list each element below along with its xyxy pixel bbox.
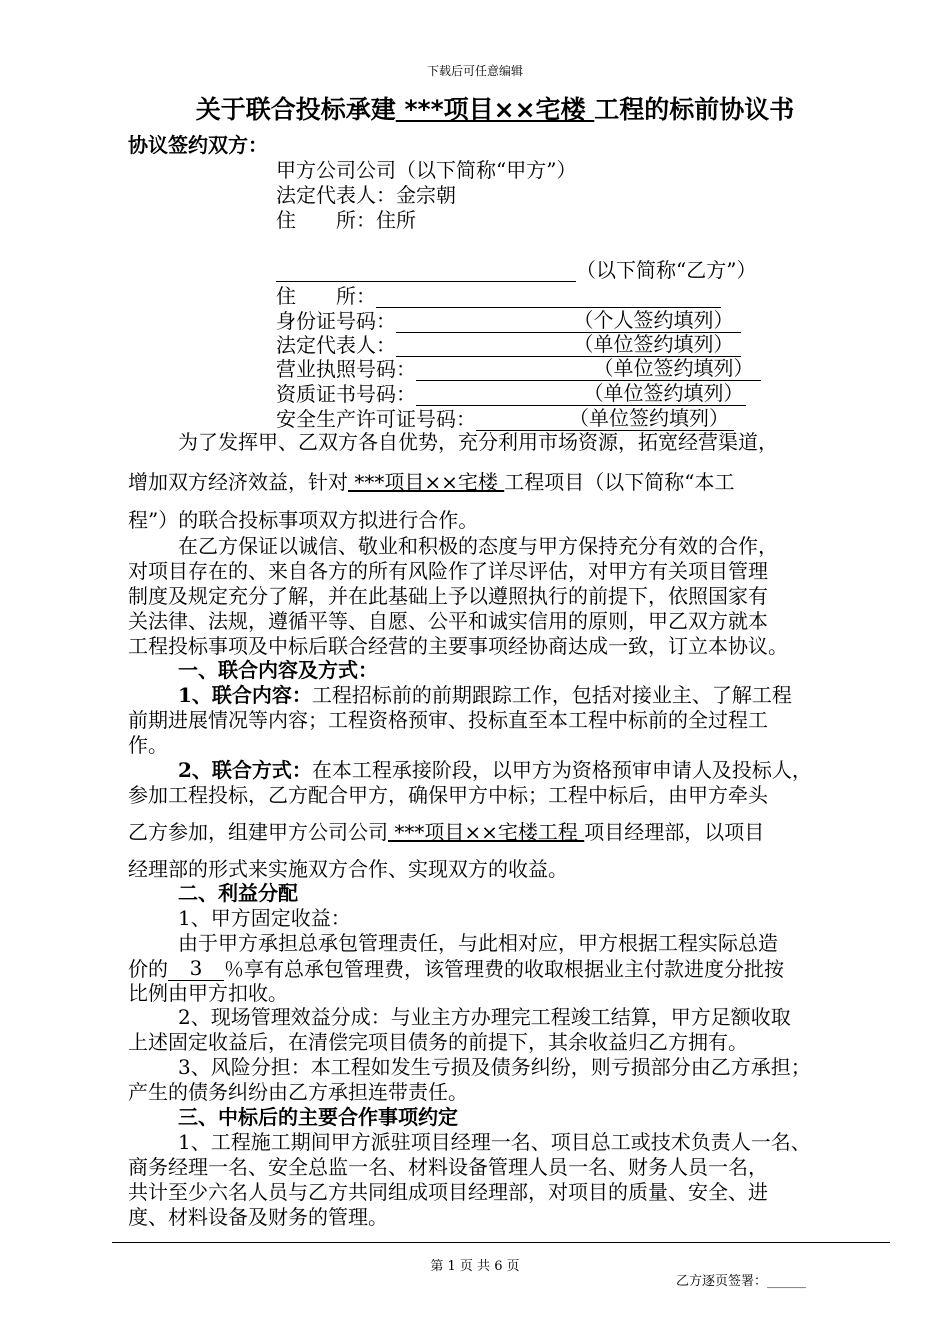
sec1-content-line-3: 作。 xyxy=(128,733,168,757)
sec1-method-line-3 xyxy=(128,820,764,844)
header-note: 下载后可任意编辑 xyxy=(426,64,523,78)
title-prefix: 关于联合投标承建 xyxy=(195,95,396,124)
sec2-item-1-line-3: 比例由甲方扣收。 xyxy=(128,981,288,1005)
intro-l2-b: 工程项目（以下简称“本工 xyxy=(504,470,735,494)
party-b-abbr: （以下简称“乙方”） xyxy=(576,258,757,282)
intro-line-3: 程”）的联合投标事项双方拟进行合作。 xyxy=(128,508,479,532)
sec1-method-line-4: 经理部的形式来实施双方合作、实现双方的收益。 xyxy=(128,857,568,881)
party-b-id-note: （个人签约填列） xyxy=(573,308,734,332)
sec1-method-line-2: 参加工程投标，乙方配合甲方，确保甲方中标；工程中标后，由甲方牵头 xyxy=(128,783,768,807)
signature-field[interactable] xyxy=(676,1270,806,1289)
party-b-name-blank[interactable] xyxy=(276,259,576,282)
party-a-address: 住 所：住所 xyxy=(276,208,416,232)
para2-line-3: 制度及规定充分了解，并在此基础上予以遵照执行的前提下，依照国家有 xyxy=(128,584,768,608)
fee-percent: 3 xyxy=(168,956,224,981)
sec1-method-l3-a: 乙方参加，组建甲方公司公司 xyxy=(128,820,388,844)
sec3-line-2: 商务经理一名、安全总监一名、材料设备管理人员一名、财务人员一名， xyxy=(128,1155,768,1179)
party-b-license-row xyxy=(276,356,761,381)
section-3-heading: 三、中标后的主要合作事项约定 xyxy=(178,1105,458,1129)
sec2-item-1: 1、甲方固定收益： xyxy=(178,906,351,930)
party-b-name-line xyxy=(276,258,756,282)
intro-line-1: 为了发挥甲、乙双方各自优势，充分利用市场资源，拓宽经营渠道， xyxy=(178,430,778,454)
sec1-content-text: 工程招标前的前期跟踪工作，包括对接业主、了解工程 xyxy=(311,683,792,707)
party-b-address-label: 住 所： xyxy=(276,284,376,308)
intro-line-2 xyxy=(128,470,734,494)
party-b-rep-blank[interactable] xyxy=(396,332,741,357)
party-b-address-row xyxy=(276,284,721,308)
section-1-heading: 一、联合内容及方式： xyxy=(178,658,378,682)
footer-divider xyxy=(112,1242,890,1243)
party-b-safety-row xyxy=(276,406,734,431)
party-b-license-note: （单位签约填列） xyxy=(593,356,754,380)
section-2-heading: 二、利益分配 xyxy=(178,881,298,905)
party-b-qual-note: （单位签约填列） xyxy=(583,381,744,405)
signature-blank[interactable]: ______ xyxy=(767,1274,807,1289)
document-title xyxy=(100,90,890,126)
sec2-item-1-line-1: 由于甲方承担总承包管理责任，与此相对应，甲方根据工程实际总造 xyxy=(178,931,778,955)
sec2-item-2-line-1: 2、现场管理效益分成：与业主方办理完工程竣工结算，甲方足额收取 xyxy=(178,1005,791,1029)
intro-l2-project: ***项目××宅楼 xyxy=(348,470,505,494)
sec1-method-text: 在本工程承接阶段，以甲方为资格预审申请人及投标人， xyxy=(311,758,812,782)
party-b-qual-row xyxy=(276,381,746,406)
party-b-rep-label: 法定代表人： xyxy=(276,333,396,357)
sec2-l2-a: 价的 xyxy=(128,957,168,981)
party-b-rep-note: （单位签约填列） xyxy=(573,332,734,356)
sec1-content-label: 1、联合内容： xyxy=(178,683,312,707)
party-a-rep: 法定代表人：金宗朝 xyxy=(276,183,456,207)
party-b-id-blank[interactable] xyxy=(396,308,741,333)
party-b-qual-blank[interactable] xyxy=(416,381,746,406)
sec3-line-3: 共计至少六名人员与乙方共同组成项目经理部，对项目的质量、安全、进 xyxy=(128,1180,768,1204)
party-b-address-blank[interactable] xyxy=(376,285,721,308)
para2-line-4: 关法律、法规，遵循平等、自愿、公平和诚实信用的原则，甲乙双方就本 xyxy=(128,609,768,633)
sec3-line-1: 1、工程施工期间甲方派驻项目经理一名、项目总工或技术负责人一名、 xyxy=(178,1130,811,1154)
party-b-safety-note: （单位签约填列） xyxy=(569,406,729,430)
sec1-method-line-1 xyxy=(178,758,812,782)
para2-line-2: 对项目存在的、来自各方的所有风险作了详尽评估，对甲方有关项目管理 xyxy=(128,559,768,583)
sec3-line-4: 度、材料设备及财务的管理。 xyxy=(128,1205,388,1229)
party-b-license-blank[interactable] xyxy=(416,356,761,381)
sec1-method-l3-project: ***项目××宅楼工程 xyxy=(388,820,585,844)
sec1-content-line-1 xyxy=(178,683,792,707)
page-number: 第 1 页 共 6 页 xyxy=(430,1259,520,1274)
party-b-id-row xyxy=(276,308,741,333)
signature-label: 乙方逐页签署： xyxy=(676,1274,768,1289)
sec2-item-1-line-2 xyxy=(128,956,784,981)
sec1-method-l3-b: 项目经理部，以项目 xyxy=(584,820,765,844)
sec2-item-2-line-2: 上述固定收益后，在清偿完项目债务的前提下，其余收益归乙方拥有。 xyxy=(128,1030,748,1054)
para2-line-5: 工程投标事项及中标后联合经营的主要事项经协商达成一致，订立本协议。 xyxy=(128,634,788,658)
para2-line-1: 在乙方保证以诚信、敬业和积极的态度与甲方保持充分有效的合作， xyxy=(178,534,778,558)
title-suffix: 工程的标前协议书 xyxy=(594,95,795,124)
sec1-content-line-2: 前期进展情况等内容；工程资格预审、投标直至本工程中标前的全过程工 xyxy=(128,708,768,732)
party-b-id-label: 身份证号码： xyxy=(276,309,396,333)
sec2-l2-b: ％享有总承包管理费，该管理费的收取根据业主付款进度分批按 xyxy=(224,957,784,981)
party-b-safety-label: 安全生产许可证号码： xyxy=(276,407,476,431)
party-b-license-label: 营业执照号码： xyxy=(276,357,416,381)
intro-l2-a: 增加双方经济效益，针对 xyxy=(128,470,348,494)
title-project: ***项目××宅楼 xyxy=(395,95,595,124)
party-b-qual-label: 资质证书号码： xyxy=(276,382,416,406)
sec1-method-label: 2、联合方式： xyxy=(178,758,312,782)
sec2-item-3-line-2: 产生的债务纠纷由乙方承担连带责任。 xyxy=(128,1080,468,1104)
sec2-item-3-line-1: 3、风险分担：本工程如发生亏损及债务纠纷，则亏损部分由乙方承担； xyxy=(178,1055,811,1079)
party-b-safety-blank[interactable] xyxy=(476,406,734,431)
parties-heading: 协议签约双方： xyxy=(128,133,268,157)
party-b-rep-row xyxy=(276,332,741,357)
party-a-name: 甲方公司公司（以下简称“甲方”） xyxy=(276,158,577,182)
